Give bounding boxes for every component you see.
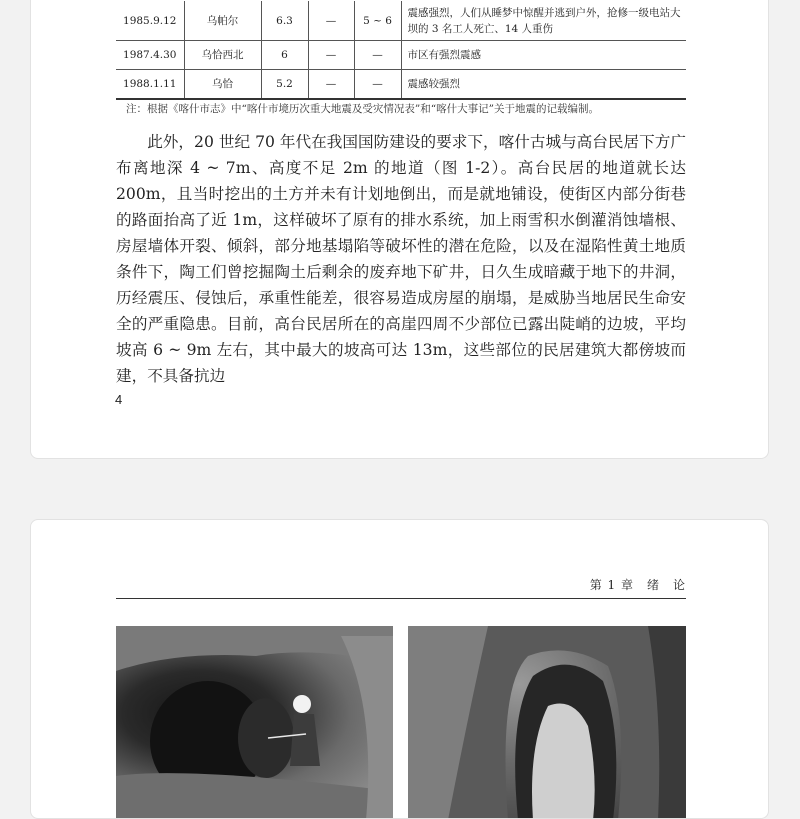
depth-cell: —	[308, 41, 354, 70]
description-cell: 震感较强烈	[401, 70, 686, 100]
magnitude-cell: 5.2	[261, 70, 308, 100]
tunnel-photo-left	[116, 626, 393, 819]
table-row	[116, 1, 686, 41]
document-page-5	[30, 519, 769, 819]
table-row	[116, 41, 686, 70]
earthquake-table	[116, 1, 686, 100]
description-cell: 市区有强烈震感	[401, 41, 686, 70]
description-cell: 震感强烈，人们从睡梦中惊醒并逃到户外，抢修一级电站大坝的 3 名工人死亡、14 人重伤	[401, 1, 686, 41]
depth-cell: —	[308, 70, 354, 100]
date-cell: 1988.1.11	[116, 70, 184, 100]
table-note: 注：根据《喀什市志》中“喀什市境历次重大地震及受灾情况表”和“喀什大事记”关于地震的记载编制。	[126, 103, 599, 115]
running-header: 第 1 章 绪 论	[116, 576, 686, 599]
document-page-4	[30, 0, 769, 459]
date-cell: 1987.4.30	[116, 41, 184, 70]
location-cell: 乌恰西北	[184, 41, 261, 70]
location-cell: 乌帕尔	[184, 1, 261, 41]
tunnel-photo-right-image	[408, 626, 686, 819]
body-paragraph: 此外，20 世纪 70 年代在我国国防建设的要求下，喀什古城与高台民居下方广布离地深 4 ~ 7m、高度不足 2m 的地道（图 1-2）。高台民居的地道就长达 200m，且当时挖出的土方并未有计划地倒出，而是就地铺设，使街区内部分街巷的路面抬高了近 1m，这样破坏了原有的排水系统，加上雨雪积水倒灌消蚀墙根、房屋墙体开裂、倾斜，部分地基塌陷等破坏性的潜在危险，以及在湿陷性黄土地质条件下，陶工们曾挖掘陶土后剩余的废弃地下矿井，日久生成暗藏于地下的井洞，历经震压、侵蚀后，承重性能差，很容易造成房屋的崩塌，是威胁当地居民生命安全的严重隐患。目前，高台民居所在的高崖四周不少部位已露出陡峭的边坡，平均坡高 6 ~ 9m 左右，其中最大的坡高可达 13m，这些部位的民居建筑大都傍坡而建，不具备抗边	[116, 133, 686, 385]
date-cell: 1985.9.12	[116, 1, 184, 41]
intensity-cell: —	[354, 70, 401, 100]
location-cell: 乌恰	[184, 70, 261, 100]
page-number: 4	[115, 392, 123, 407]
depth-cell: —	[308, 1, 354, 41]
magnitude-cell: 6	[261, 41, 308, 70]
table-row	[116, 70, 686, 100]
tunnel-photo-left-image	[116, 626, 393, 819]
intensity-cell: —	[354, 41, 401, 70]
intensity-cell: 5 ~ 6	[354, 1, 401, 41]
magnitude-cell: 6.3	[261, 1, 308, 41]
tunnel-photo-right	[408, 626, 686, 819]
